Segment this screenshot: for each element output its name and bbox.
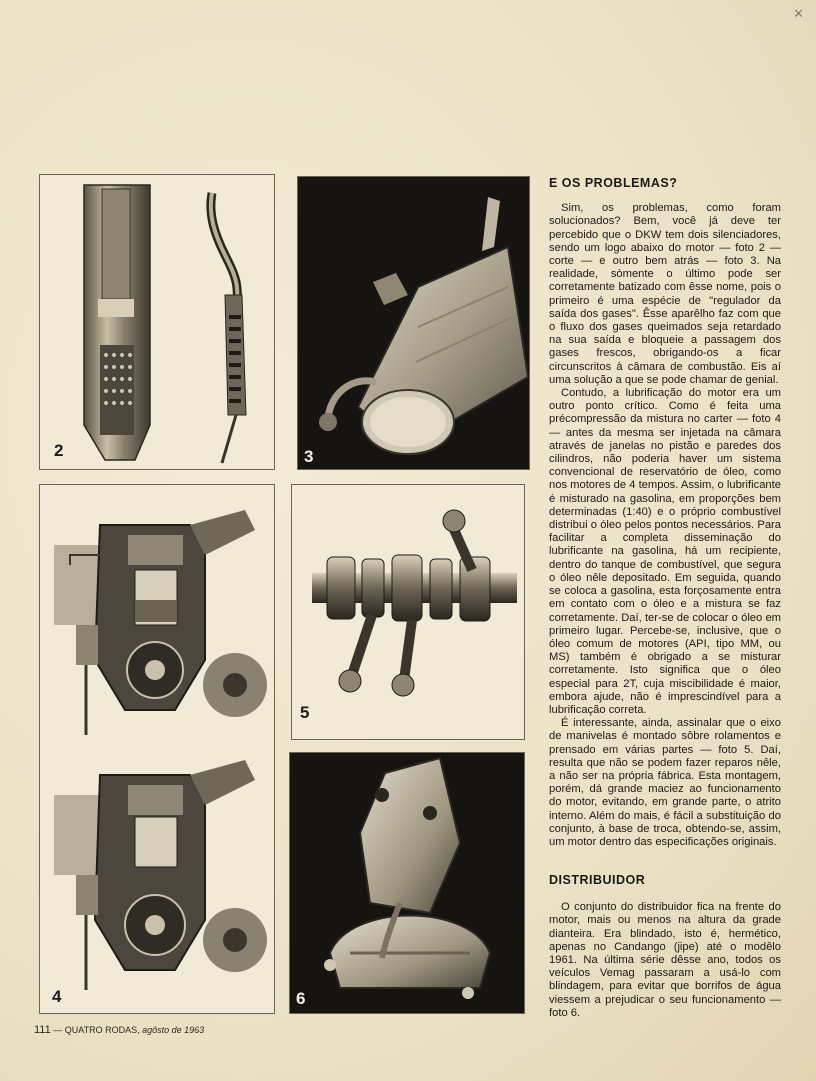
distributor-photo [290, 753, 525, 1014]
section-heading-problemas: E OS PROBLEMAS? [549, 176, 678, 190]
magazine-name: QUATRO RODAS, [64, 1025, 140, 1035]
photo-number: 3 [304, 447, 314, 466]
photo-4-engine-cutaway [39, 484, 275, 1014]
article-paragraph: Sim, os problemas, como foram solucionados? Bem, você já deve ter percebido que o DKW tem dois silenciadores, sendo um logo abaixo do motor — foto 2 — corte — e outro bem atrás — foto 3. Na realidade, sòmente o último pode ser corretamente batizado com êsse nome, pois o primeiro é uma espécie de "regulador da saída dos gases". Êsse aparêlho faz com que o fluxo dos gases queimados seja retardado na sua saída e bloqueie a passagem dos gases frescos, obrigando-os a ficar circunscritos à câmara de combustão. Eis aí uma solução a que se pode chamar de genial. [549, 202, 781, 386]
article-column-distribuidor [549, 874, 781, 1020]
photo-number: 2 [54, 441, 64, 460]
photo-6-distributor [289, 752, 525, 1014]
page-number: 111 [34, 1024, 51, 1036]
crankshaft-photo [292, 485, 525, 740]
article-paragraph: É interessante, ainda, assinalar que o eixo de manivelas é montado sôbre rolamentos e prensado em várias partes — foto 5. Daí, resulta que não se podem fazer reparos nêle, a não ser na própria fábrica. Esta montagem, porém, dá grande maciez ao funcionamento do motor, evitando, em grande parte, o atrito interno. Além do mais, é fácil a substituição do conjunto, à base de troca, obtendo-se, assim, um motor dentro das especificações originais. [549, 717, 781, 848]
photo-5-crankshaft [291, 484, 525, 740]
photo-number: 5 [300, 703, 310, 722]
photo-2-muffler-cutaway [39, 174, 275, 470]
engine-cutaway-top [54, 510, 267, 735]
issue-date: agôsto de 1963 [142, 1025, 205, 1035]
photo-number: 6 [296, 989, 306, 1008]
photo-3-rear-muffler [297, 176, 530, 470]
rear-muffler-photo [298, 177, 530, 470]
page-footer [34, 1024, 204, 1036]
footer-dash: — [53, 1025, 63, 1035]
article-paragraph: O conjunto do distribuidor fica na frente do motor, mais ou menos na altura da grade dianteira. Era blindado, isto é, hermético, apenas no Candango (jipe) até o modêlo 1961. Na última série dêsse ano, todos os veículos Vemag passaram a usá-lo com blindagem, para evitar que borrifos de água viessem a prejudicar o seu funcionamento — foto 6. [549, 901, 781, 1019]
photo-number: 4 [52, 987, 62, 1006]
engine-cutaway-bottom [54, 760, 267, 990]
section-heading-distribuidor: DISTRIBUIDOR [549, 873, 646, 887]
article-column [549, 177, 781, 849]
engine-cutaway-drawings [40, 485, 275, 1014]
article-paragraph: Contudo, a lubrificação do motor era um outro ponto crítico. Como é feita uma précompressão da mistura no carter — foto 4 — antes da mesma ser injetada na câmara através de janelas no pistão e paredes dos cilindros, não poderia haver um sistema convencional de reservatório de óleo, como nos motores de 4 tempos. Assim, o lubrificante é misturado na gasolina, em proporções bem determinadas (1:40) e o próprio combustível distribui o óleo pelos pontos necessários. Para facilitar a completa disseminação do lubrificante na gasolina, há um recipiente, dentro do tanque de combustível, que segura o óleo nêle depositado. Em seguida, quando se coloca a gasolina, esta forçosamente entra em contato com o óleo e a mistura se faz corretamente. Daí, ter-se de colocar o óleo em primeiro lugar. Percebe-se, inclusive, que o óleo comum de motores (API, tipo MM, ou MS) também é obrigado a se misturar corretamente. Isto significa que o óleo especial para 2T, cuja miscibilidade é maior, embora ajude, não é imprescindível para a lubrificação correta. [549, 387, 781, 716]
close-icon: ✕ [793, 6, 804, 21]
muffler-cutaway-drawing [40, 175, 275, 470]
